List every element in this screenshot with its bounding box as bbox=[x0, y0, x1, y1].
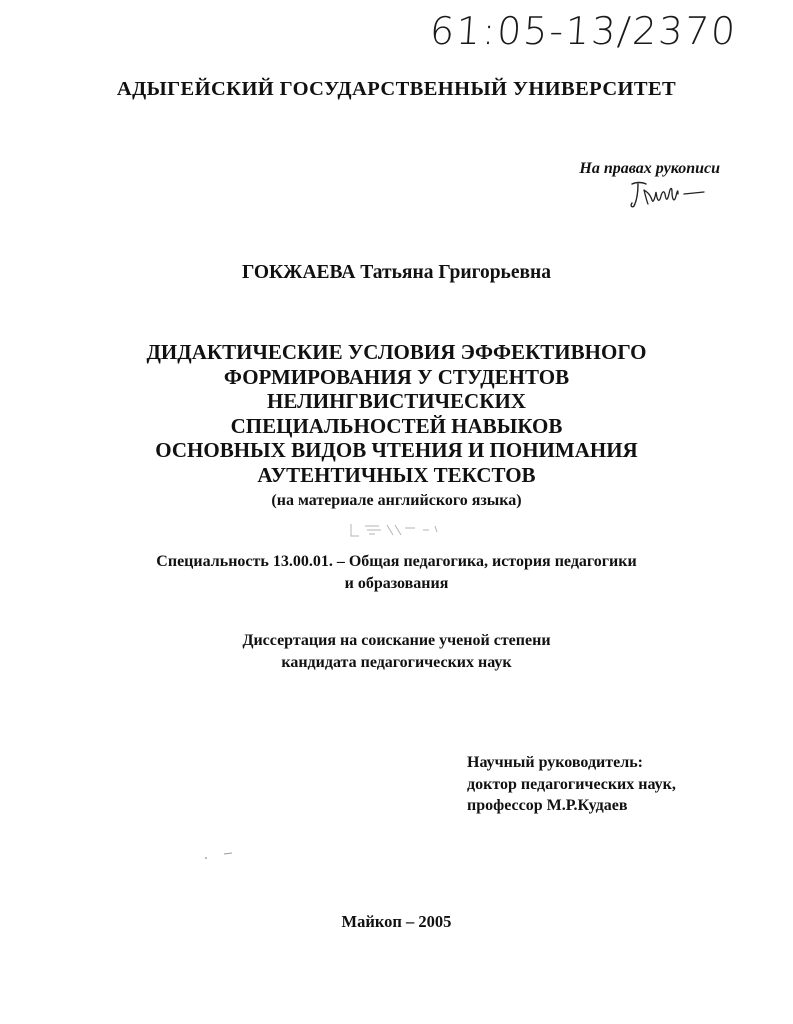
advisor-line: Научный руководитель: bbox=[467, 754, 643, 771]
scan-speck bbox=[200, 850, 240, 862]
handwritten-signature bbox=[628, 176, 708, 210]
university-name: АДЫГЕЙСКИЙ ГОСУДАРСТВЕННЫЙ УНИВЕРСИТЕТ bbox=[116, 78, 677, 100]
advisor-line: профессор М.Р.Кудаев bbox=[467, 797, 628, 814]
specialty-line: Специальность 13.00.01. – Общая педагогика, история педагогики bbox=[156, 553, 637, 570]
title-line: НЕЛИНГВИСТИЧЕСКИХ bbox=[267, 389, 526, 413]
handwritten-catalog-number bbox=[430, 6, 750, 56]
scientific-advisor bbox=[467, 752, 767, 817]
faint-stamp-mark bbox=[345, 520, 455, 540]
specialty-line: и образования bbox=[344, 575, 449, 592]
title-line: АУТЕНТИЧНЫХ ТЕКСТОВ bbox=[257, 462, 536, 487]
place-and-year: Майкоп – 2005 bbox=[341, 912, 452, 931]
degree-line: Диссертация на соискание ученой степени bbox=[242, 632, 551, 649]
title-subtitle: (на материале английского языка) bbox=[271, 492, 522, 509]
title-line: ДИДАКТИЧЕСКИЕ УСЛОВИЯ ЭФФЕКТИВНОГО bbox=[146, 340, 647, 364]
advisor-line: доктор педагогических наук, bbox=[467, 775, 676, 793]
title-line: ОСНОВНЫХ ВИДОВ ЧТЕНИЯ И ПОНИМАНИЯ bbox=[155, 438, 638, 462]
title-line: СПЕЦИАЛЬНОСТЕЙ НАВЫКОВ bbox=[230, 413, 563, 438]
manuscript-note: На правах рукописи bbox=[579, 160, 720, 177]
title-line: ФОРМИРОВАНИЯ У СТУДЕНТОВ bbox=[223, 364, 570, 389]
author-name: ГОКЖАЕВА Татьяна Григорьевна bbox=[241, 262, 552, 283]
dissertation-title bbox=[0, 340, 793, 487]
degree-block bbox=[0, 630, 793, 674]
specialty-block bbox=[0, 551, 793, 595]
catalog-number-text: 61:05-13/2370 bbox=[428, 9, 739, 53]
degree-line: кандидата педагогических наук bbox=[281, 654, 512, 671]
